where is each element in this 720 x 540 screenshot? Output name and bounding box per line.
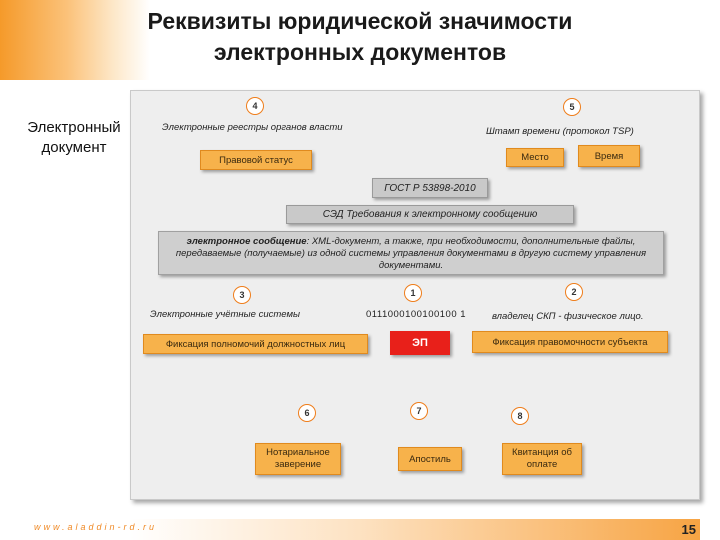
- title-line-1: Реквизиты юридической значимости: [147, 8, 573, 34]
- number-badge-2: 2: [565, 283, 583, 301]
- definition-term: электронное сообщение: [186, 236, 307, 247]
- left-label-line-1: Электронный: [27, 119, 121, 136]
- subject-competence-box: Фиксация правомочности субъекта: [472, 331, 668, 353]
- page-title: [120, 6, 600, 68]
- binary-string: 0111000100100100 1: [366, 309, 467, 320]
- ep-box: ЭП: [390, 331, 450, 355]
- sed-requirements-box: СЭД Требования к электронному сообщению: [286, 205, 574, 224]
- number-badge-5: 5: [563, 98, 581, 116]
- place-box: Место: [506, 148, 564, 167]
- number-badge-8: 8: [511, 407, 529, 425]
- owner-label: владелец СКП - физическое лицо.: [492, 311, 644, 322]
- number-badge-7: 7: [410, 402, 428, 420]
- receipt-box: Квитанция об оплате: [502, 443, 582, 475]
- apostille-box: Апостиль: [398, 447, 462, 471]
- officials-authority-box: Фиксация полномочий должностных лиц: [143, 334, 368, 354]
- left-label-line-2: документ: [41, 139, 107, 156]
- title-line-2: электронных документов: [213, 39, 507, 65]
- legal-status-box: Правовой статус: [200, 150, 312, 170]
- definition-text: : XML-документ, а также, при необходимости, дополнительные файлы, передаваемые (получаемые) из одной системы управления документами в другую систему управления документами.: [175, 236, 647, 271]
- footer-gradient-bar: [130, 519, 700, 540]
- timestamp-label: Штамп времени (протокол TSP): [486, 126, 634, 137]
- page-number: 15: [681, 522, 696, 537]
- definition-box: [158, 231, 664, 275]
- notary-box: Нотариальное заверение: [255, 443, 341, 475]
- registries-label: Электронные реестры органов власти: [162, 122, 343, 133]
- gost-box: ГОСТ Р 53898-2010: [372, 178, 488, 198]
- time-box: Время: [578, 145, 640, 167]
- number-badge-4: 4: [246, 97, 264, 115]
- number-badge-3: 3: [233, 286, 251, 304]
- number-badge-1: 1: [404, 284, 422, 302]
- left-label: [14, 118, 134, 158]
- number-badge-6: 6: [298, 404, 316, 422]
- footer-url[interactable]: www.aladdin-rd.ru: [34, 522, 158, 532]
- accounting-systems-label: Электронные учётные системы: [150, 309, 300, 320]
